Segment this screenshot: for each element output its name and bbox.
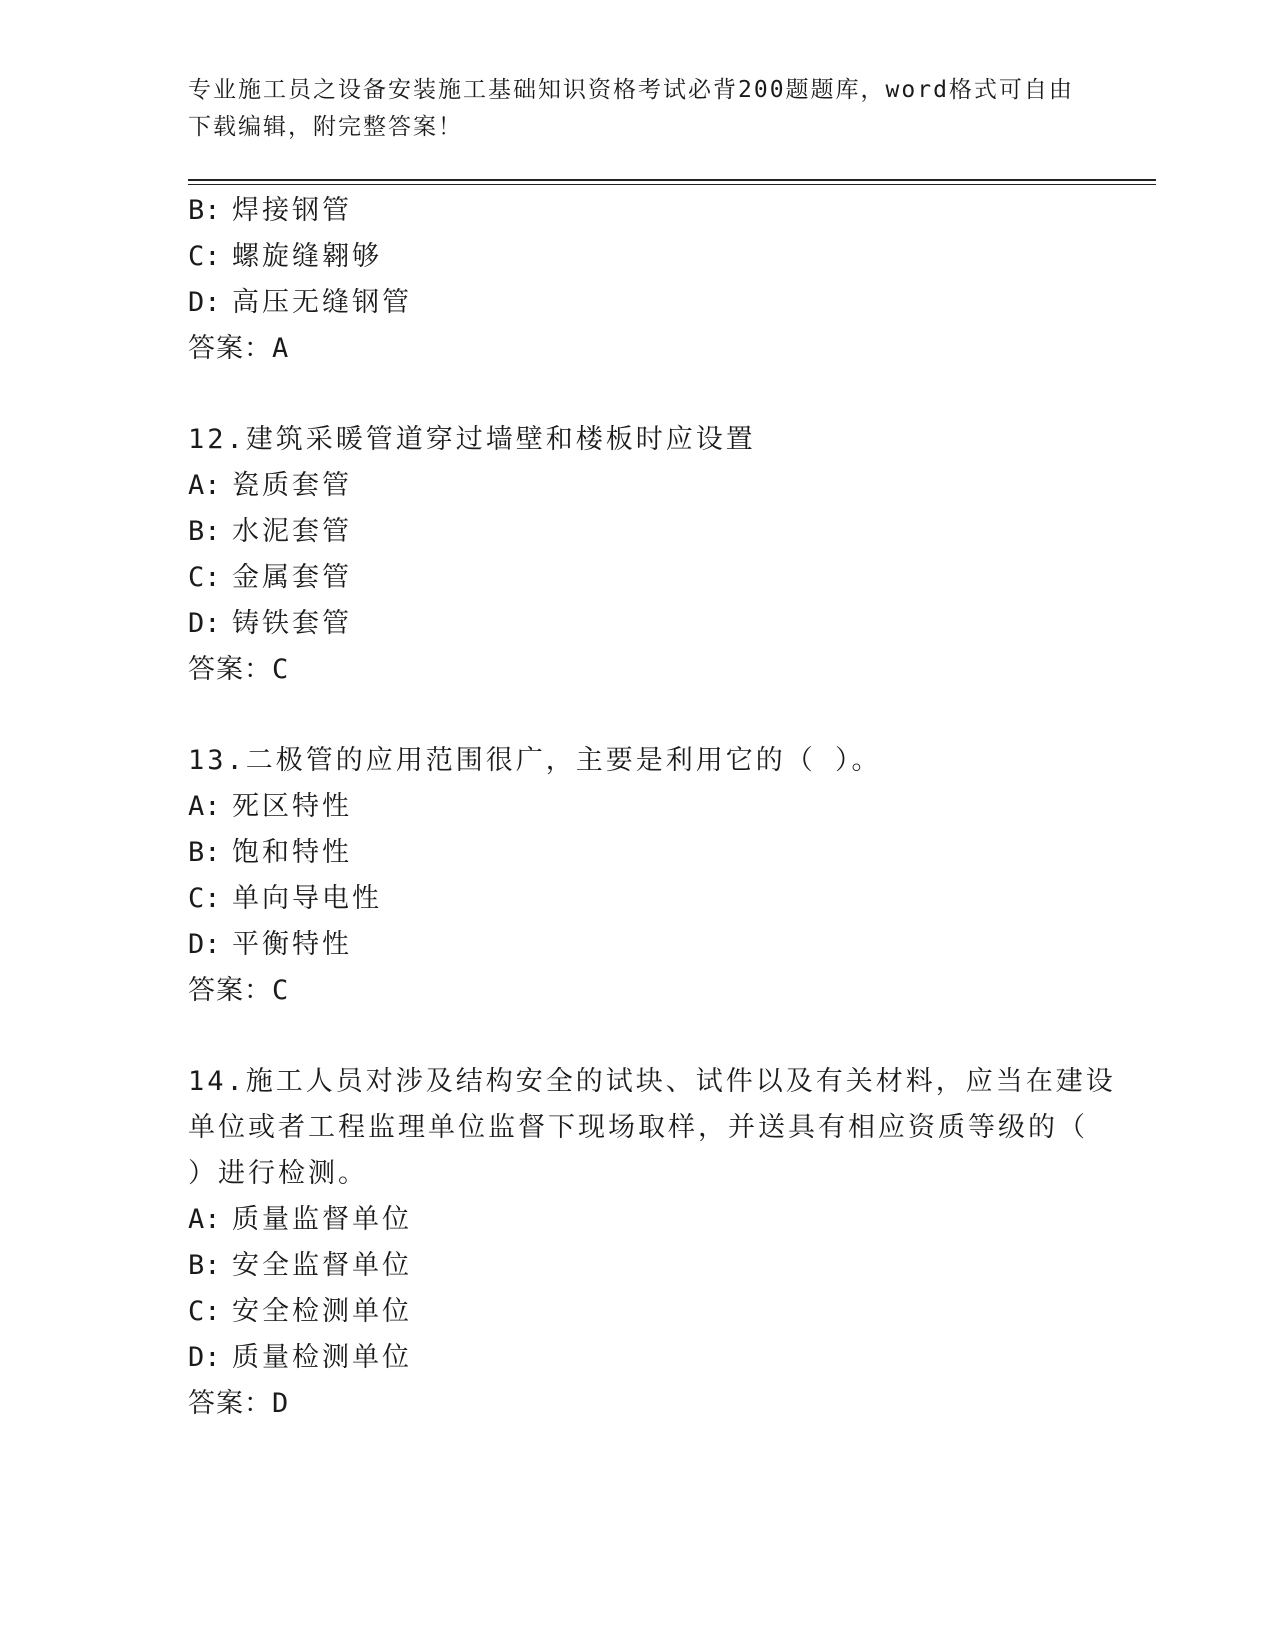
header-divider-thick [188, 179, 1156, 181]
option-b [188, 509, 1088, 555]
option-a [188, 784, 1088, 830]
question-14 [188, 1059, 1116, 1427]
answer-label: 答案： [188, 975, 272, 1006]
option-text: 螺旋缝翱够 [232, 241, 382, 272]
answer-line [188, 968, 1088, 1014]
option-text: 瓷质套管 [232, 470, 352, 501]
option-letter: A: [188, 1204, 221, 1235]
option-b [188, 1243, 1088, 1289]
option-b [188, 188, 1088, 234]
option-b [188, 830, 1088, 876]
option-letter: A: [188, 470, 221, 501]
option-text: 平衡特性 [232, 929, 352, 960]
option-text: 铸铁套管 [232, 608, 352, 639]
option-c [188, 1289, 1088, 1335]
option-text: 单向导电性 [232, 883, 382, 914]
option-letter: C: [188, 1296, 221, 1327]
option-text: 死区特性 [232, 791, 352, 822]
answer-line [188, 647, 1088, 693]
option-text: 水泥套管 [232, 516, 352, 547]
option-letter: B: [188, 1250, 221, 1281]
header-title-line-2: 下载编辑，附完整答案！ [188, 114, 463, 140]
option-letter: D: [188, 608, 221, 639]
option-letter: D: [188, 929, 221, 960]
question-text-line-1: 14.施工人员对涉及结构安全的试块、试件以及有关材料，应当在建设 [188, 1066, 1116, 1097]
option-c [188, 234, 1088, 280]
answer-label: 答案： [188, 333, 272, 364]
option-text: 高压无缝钢管 [232, 287, 412, 318]
question-text-line-2: 单位或者工程监理单位监督下现场取样，并送具有相应资质等级的（ [188, 1112, 1088, 1143]
option-letter: B: [188, 195, 221, 226]
option-letter: D: [188, 287, 221, 318]
option-letter: D: [188, 1342, 221, 1373]
question-text: 13.二极管的应用范围很广，主要是利用它的（ ）。 [188, 745, 882, 776]
option-text: 饱和特性 [232, 837, 352, 868]
option-c [188, 876, 1088, 922]
option-letter: B: [188, 837, 221, 868]
option-text: 质量监督单位 [232, 1204, 412, 1235]
option-a [188, 463, 1088, 509]
option-letter: C: [188, 562, 221, 593]
option-d [188, 601, 1088, 647]
option-d [188, 922, 1088, 968]
answer-value: D [272, 1388, 290, 1419]
answer-label: 答案： [188, 1388, 272, 1419]
answer-value: A [272, 333, 290, 364]
question-13 [188, 738, 1088, 1014]
option-text: 安全检测单位 [232, 1296, 412, 1327]
answer-value: C [272, 654, 290, 685]
document-header [188, 72, 1088, 146]
answer-label: 答案： [188, 654, 272, 685]
question-12 [188, 417, 1088, 693]
question-text: 12.建筑采暖管道穿过墙壁和楼板时应设置 [188, 424, 756, 455]
option-a [188, 1197, 1088, 1243]
answer-line [188, 1381, 1088, 1427]
question-text-line-3: ）进行检测。 [188, 1158, 368, 1189]
answer-value: C [272, 975, 290, 1006]
option-text: 安全监督单位 [232, 1250, 412, 1281]
option-letter: B: [188, 516, 221, 547]
question-list [188, 188, 1116, 1427]
option-letter: C: [188, 241, 221, 272]
question-11 [188, 188, 1088, 372]
header-title-line-1: 专业施工员之设备安装施工基础知识资格考试必背200题题库，word格式可自由 [188, 77, 1074, 103]
header-divider-thin [188, 184, 1156, 185]
answer-line [188, 326, 1088, 372]
option-text: 焊接钢管 [232, 195, 352, 226]
option-letter: A: [188, 791, 221, 822]
option-text: 质量检测单位 [232, 1342, 412, 1373]
option-d [188, 280, 1088, 326]
option-c [188, 555, 1088, 601]
option-letter: C: [188, 883, 221, 914]
option-d [188, 1335, 1088, 1381]
option-text: 金属套管 [232, 562, 352, 593]
